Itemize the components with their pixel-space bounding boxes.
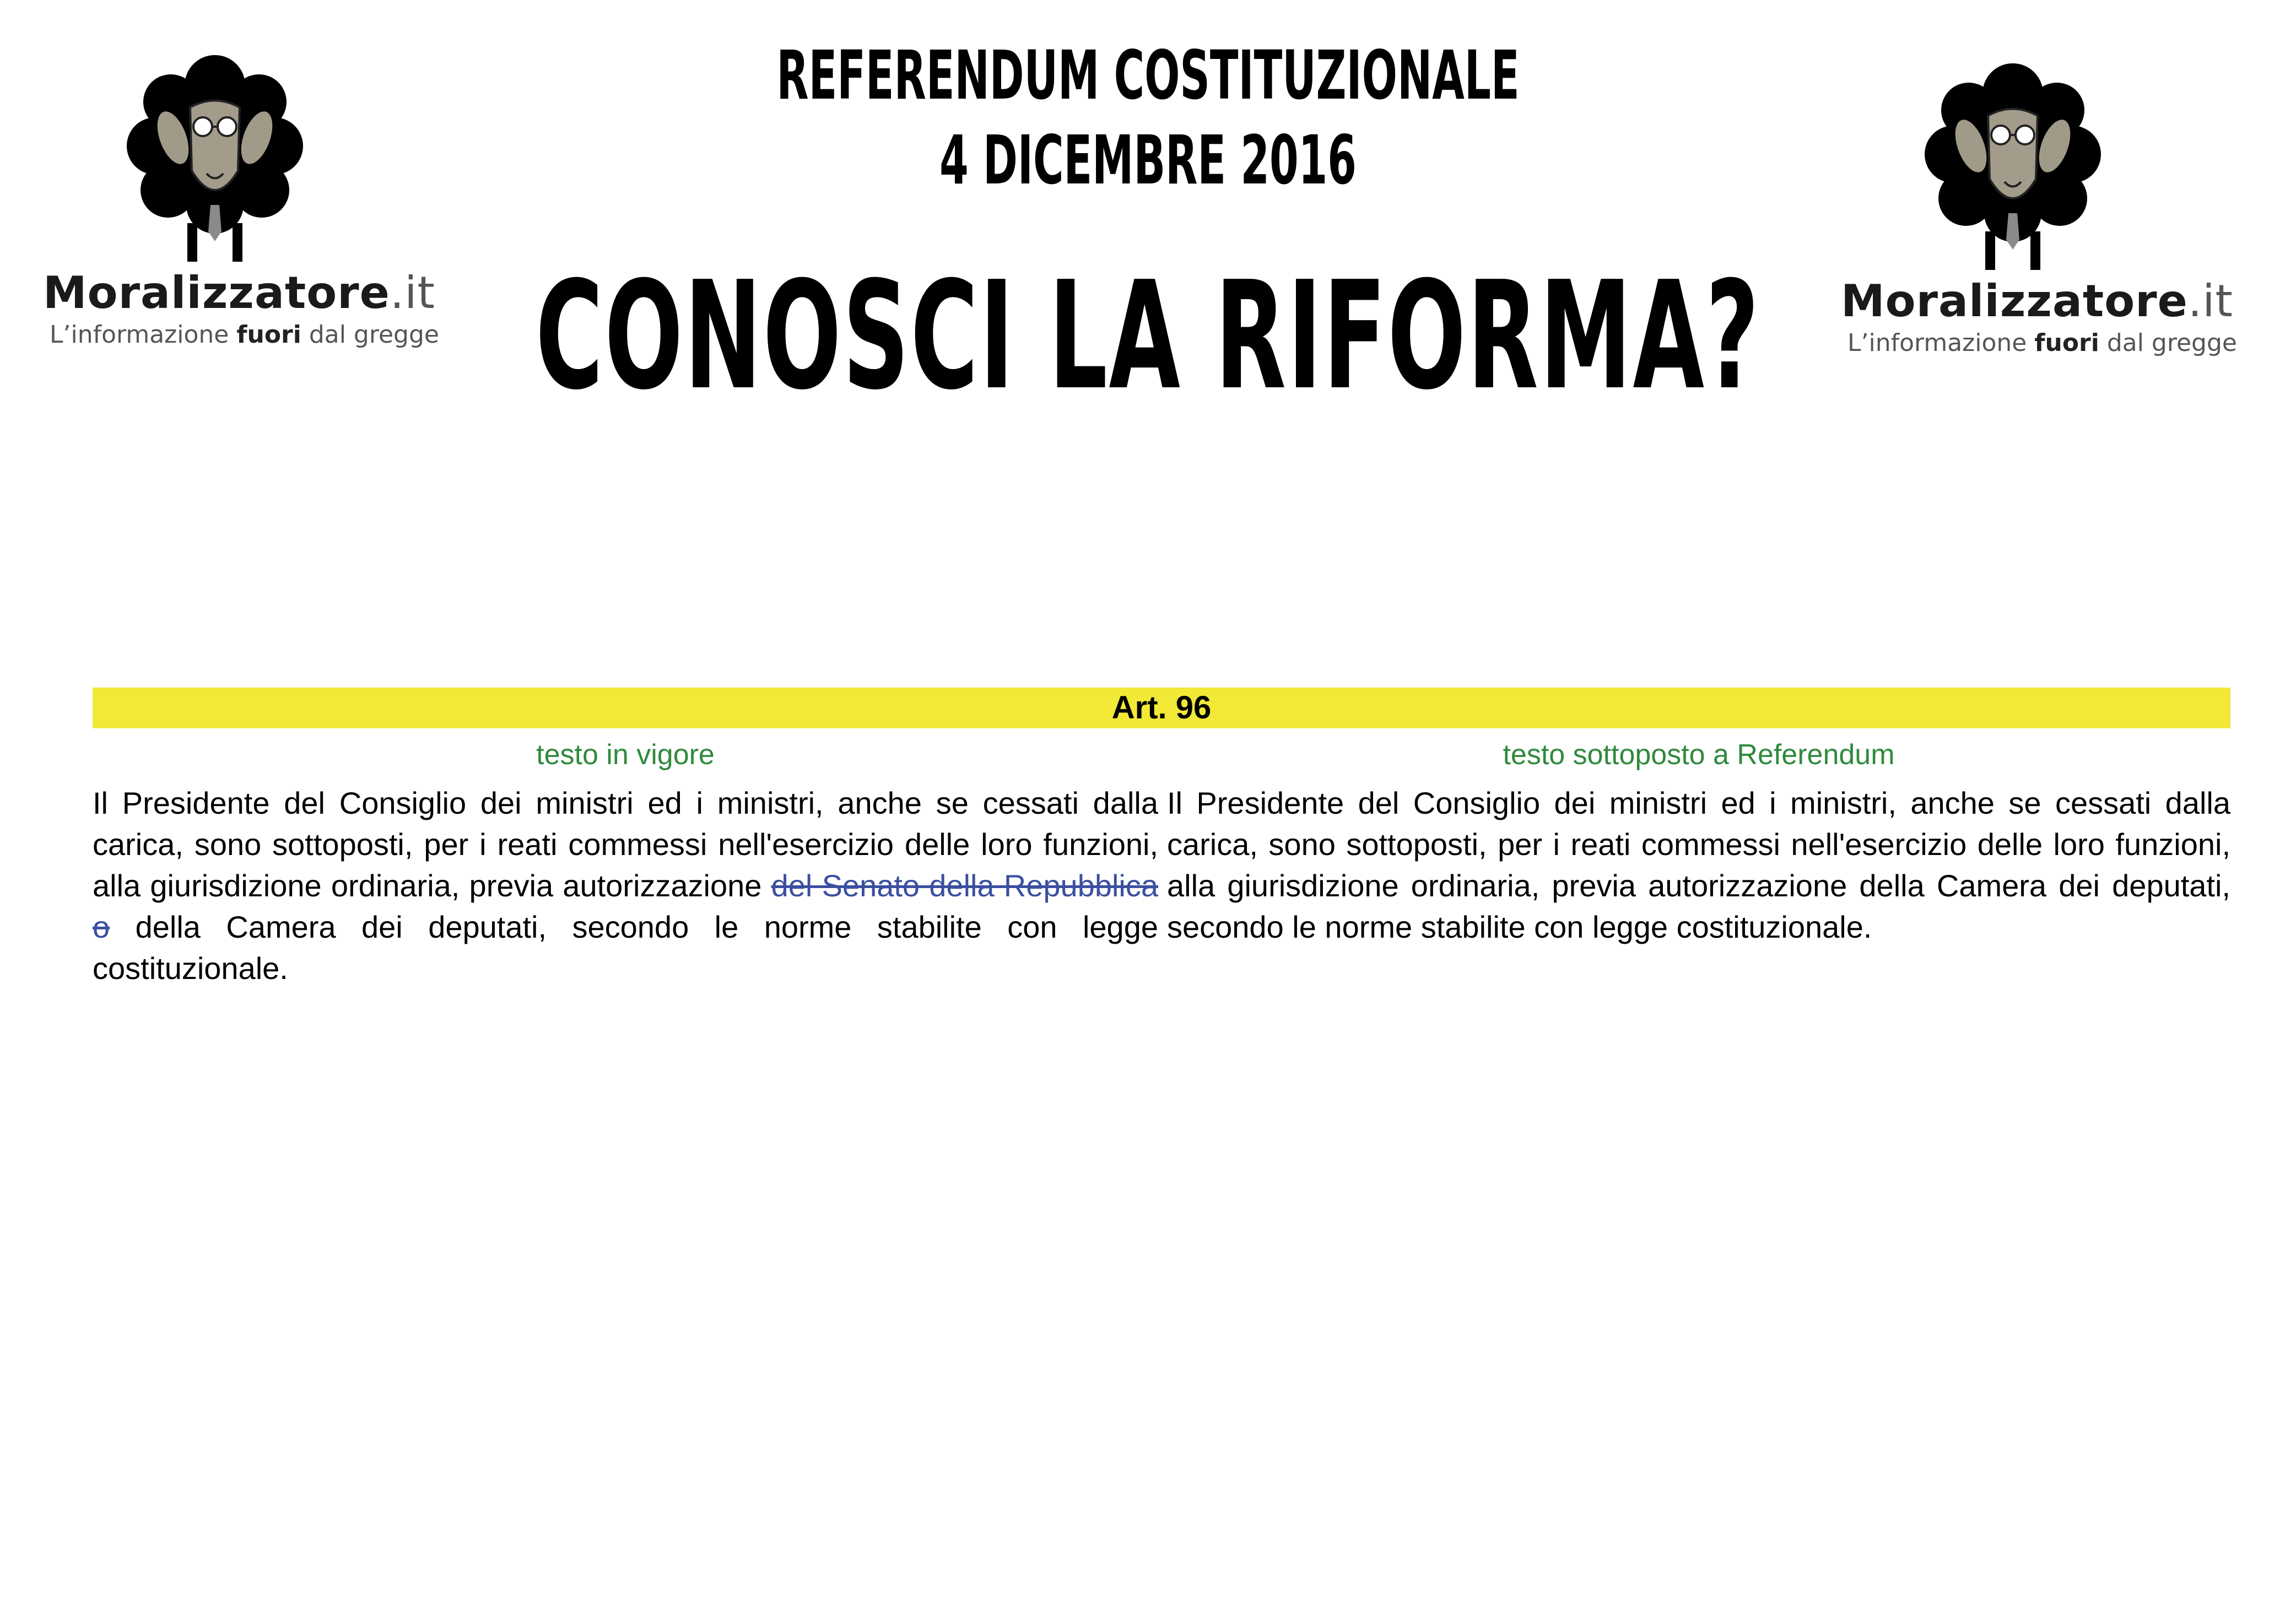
black-sheep-with-glasses-and-tie-icon (1914, 63, 2112, 273)
struck-text: del Senato della Repubblica o (93, 868, 1158, 944)
black-sheep-with-glasses-and-tie-icon (116, 55, 314, 264)
moralizzatore-logo-right (1809, 63, 2237, 405)
referendum-text-paragraph: Il Presidente del Consiglio dei ministri ed i ministri, anche se cessati dalla carica, sono sottoposti, per i reati commessi nell'esercizio delle loro funzioni, alla giurisdizione ordinaria, previa autorizzazione della Camera dei deputati, secondo le norme stabilite con legge costituzionale. (1167, 786, 2230, 944)
main-title: CONOSCI LA RIFORMA? (535, 249, 1761, 423)
moralizzatore-logo-left (11, 55, 439, 397)
current-text-paragraph: Il Presidente del Consiglio dei ministri ed i ministri, anche se cessati dalla carica, sono sottoposti, per i reati commessi nell'esercizio delle loro funzioni, alla giurisdizione ordinaria, previa autorizzazione del Senato della Repubblica o della Camera dei deputati, secondo le norme stabilite con legge costituzionale. (93, 786, 1158, 986)
referendum-date: 4 DICEMBRE 2016 (939, 121, 1357, 199)
referendum-text-heading: testo sottoposto a Referendum (1503, 739, 1895, 771)
brand-name: Moralizzatore.it (1841, 275, 2233, 327)
brand-tagline: L’informazione fuori dal gregge (50, 321, 439, 349)
referendum-title: REFERENDUM COSTITUZIONALE (776, 36, 1520, 115)
article-title-bar: Art. 96 (93, 688, 2230, 728)
brand-name: Moralizzatore.it (43, 267, 435, 318)
current-text-heading: testo in vigore (536, 739, 715, 771)
brand-tagline: L’informazione fuori dal gregge (1847, 329, 2237, 357)
